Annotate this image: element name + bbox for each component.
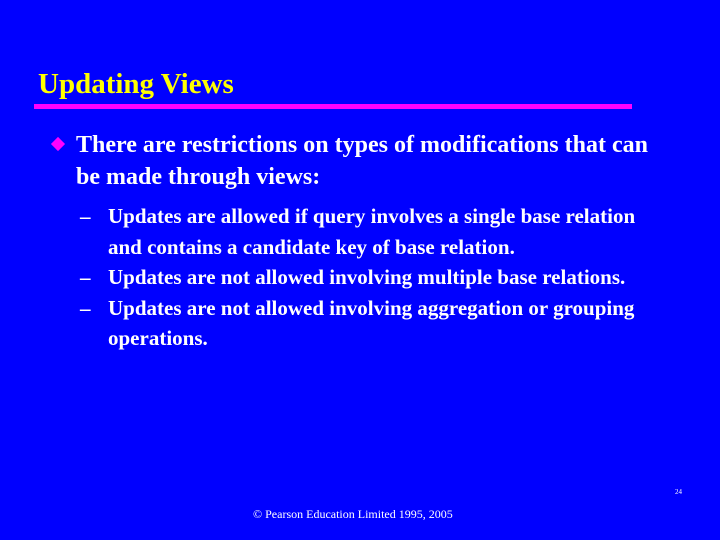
slide-title: Updating Views [38, 68, 234, 100]
copyright-footer: © Pearson Education Limited 1995, 2005 [253, 507, 453, 521]
page-number: 24 [675, 488, 682, 496]
dash-bullet-icon: – [80, 204, 91, 228]
sub-bullet-list [80, 201, 660, 354]
dash-bullet-icon: – [80, 295, 91, 320]
diamond-bullet-icon [51, 137, 65, 151]
sub-bullet-text: Updates are not allowed involving multiple base relations. [108, 265, 626, 289]
sub-bullet-item [80, 293, 660, 354]
sub-bullet-item [80, 262, 660, 293]
sub-bullet-text: Updates are not allowed involving aggregation or grouping operations. [108, 295, 635, 350]
main-bullet-text: There are restrictions on types of modifications that can be made through views: [76, 132, 648, 190]
title-underline [34, 104, 632, 109]
sub-bullet-text: Updates are allowed if query involves a single base relation and contains a candidate key of base relation. [108, 204, 636, 259]
dash-bullet-icon: – [80, 265, 91, 289]
sub-bullet-item [80, 201, 660, 262]
